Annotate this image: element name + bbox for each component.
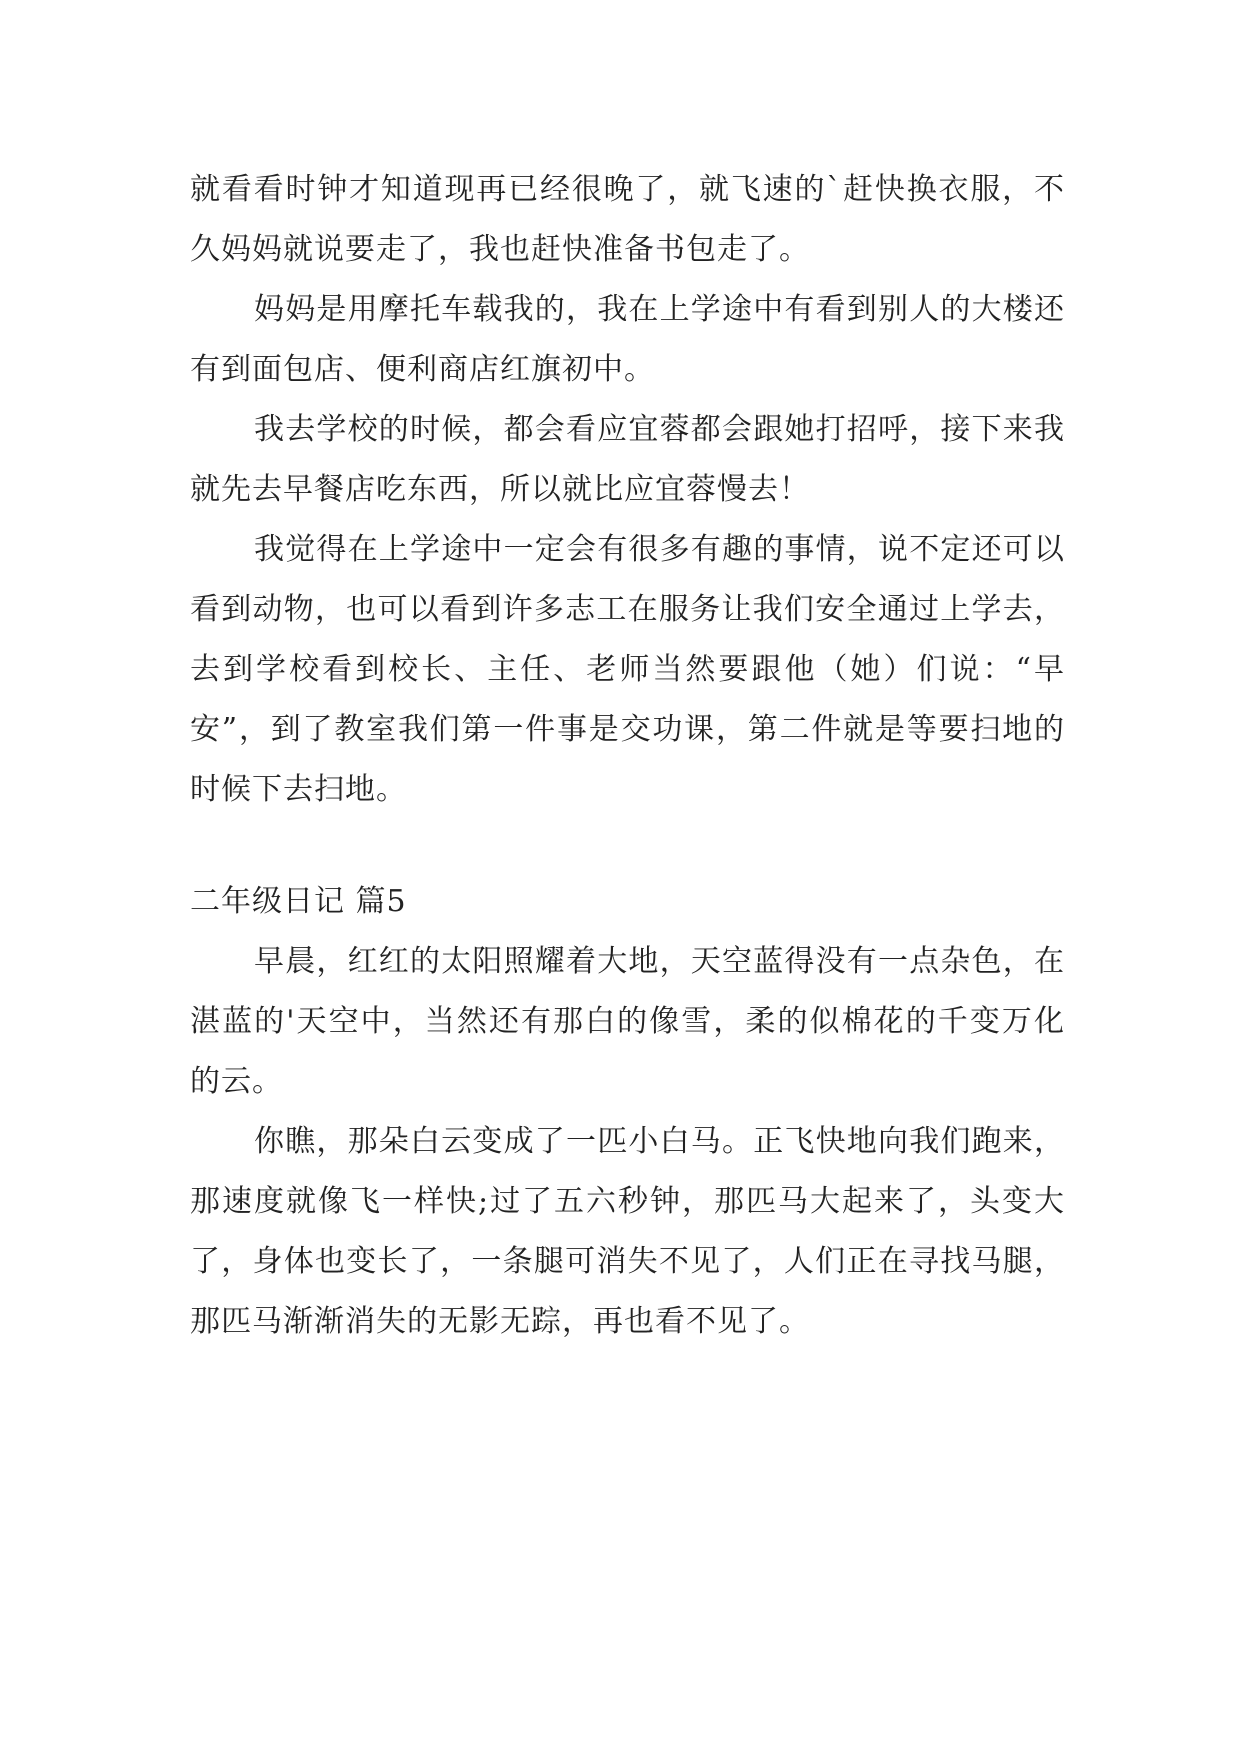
paragraph-motorcycle-ride: 妈妈是用摩托车载我的，我在上学途中有看到别人的大楼还有到面包店、便利商店红旗初中。	[190, 292, 1065, 387]
section-title: 二年级日记 篇5	[190, 884, 407, 919]
paragraph-morning-sky: 早晨，红红的太阳照耀着大地，天空蓝得没有一点杂色，在湛蓝的'天空中，当然还有那白的像雪，柔的似棉花的千变万化的云。	[190, 944, 1065, 1099]
document-body	[190, 160, 1065, 1352]
paragraph-cloud-horse: 你瞧，那朵白云变成了一匹小白马。正飞快地向我们跑来，那速度就像飞一样快;过了五六秒钟，那匹马大起来了，头变大了，身体也变长了，一条腿可消失不见了，人们正在寻找马腿，那匹马渐渐消失的无影无踪，再也看不见了。	[190, 1124, 1065, 1339]
paragraph-continuation: 就看看时钟才知道现再已经很晚了，就飞速的`赶快换衣服，不久妈妈就说要走了，我也赶快准备书包走了。	[190, 172, 1065, 267]
paragraph-greeting-friend: 我去学校的时候，都会看应宜蓉都会跟她打招呼，接下来我就先去早餐店吃东西，所以就比应宜蓉慢去！	[190, 412, 1065, 507]
paragraph-school-day: 我觉得在上学途中一定会有很多有趣的事情，说不定还可以看到动物，也可以看到许多志工在服务让我们安全通过上学去，去到学校看到校长、主任、老师当然要跟他（她）们说：“早安”，到了教室我们第一件事是交功课，第二件就是等要扫地的时候下去扫地。	[190, 532, 1065, 807]
